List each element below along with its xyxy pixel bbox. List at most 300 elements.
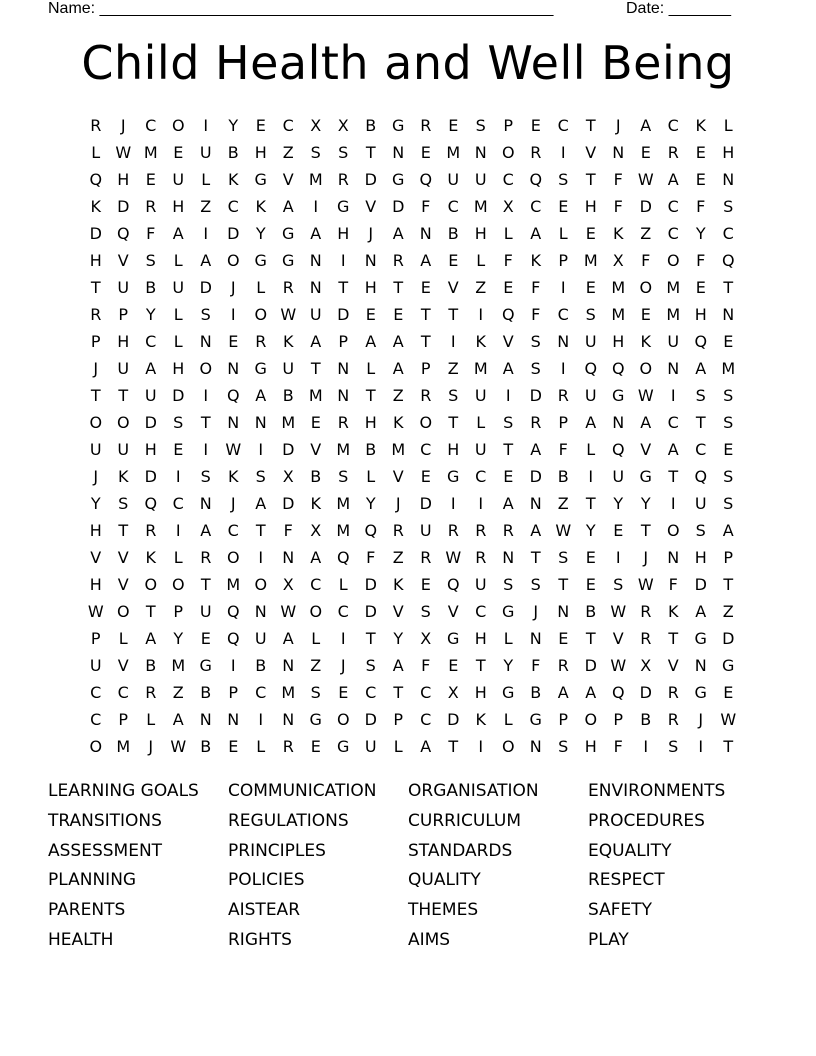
grid-letter[interactable]: N (722, 170, 735, 189)
grid-letter[interactable]: M (308, 386, 323, 405)
grid-letter[interactable]: T (558, 575, 569, 594)
grid-letter[interactable]: E (310, 413, 321, 432)
grid-letter[interactable]: U (117, 278, 130, 297)
grid-letter[interactable]: H (722, 143, 735, 162)
grid-letter[interactable]: P (173, 602, 184, 621)
grid-letter[interactable]: R (337, 413, 349, 432)
grid-letter[interactable]: T (200, 575, 211, 594)
grid-letter[interactable]: R (502, 521, 514, 540)
grid-letter[interactable]: Z (200, 197, 212, 216)
grid-letter[interactable]: H (474, 224, 487, 243)
grid-letter[interactable]: O (171, 575, 185, 594)
grid-letter[interactable]: M (473, 197, 488, 216)
grid-letter[interactable]: V (117, 575, 129, 594)
grid-letter[interactable]: Q (529, 170, 543, 189)
grid-letter[interactable]: V (667, 656, 679, 675)
grid-letter[interactable]: N (199, 710, 212, 729)
grid-letter[interactable]: C (420, 683, 432, 702)
grid-letter[interactable]: N (557, 332, 570, 351)
grid-letter[interactable]: J (120, 116, 126, 135)
grid-letter[interactable]: O (144, 575, 158, 594)
grid-letter[interactable]: F (421, 197, 431, 216)
grid-letter[interactable]: A (392, 359, 404, 378)
grid-letter[interactable]: H (254, 143, 267, 162)
grid-letter[interactable]: P (503, 116, 514, 135)
grid-letter[interactable]: I (670, 386, 676, 405)
grid-letter[interactable]: F (696, 251, 706, 270)
grid-letter[interactable]: R (475, 521, 487, 540)
grid-letter[interactable]: J (340, 656, 346, 675)
grid-letter[interactable]: S (695, 386, 706, 405)
grid-letter[interactable]: J (93, 359, 99, 378)
grid-letter[interactable]: A (172, 710, 184, 729)
grid-letter[interactable]: D (144, 413, 157, 432)
grid-letter[interactable]: T (530, 548, 541, 567)
grid-letter[interactable]: T (448, 737, 459, 756)
grid-letter[interactable]: V (392, 602, 404, 621)
grid-letter[interactable]: A (557, 683, 569, 702)
grid-letter[interactable]: R (145, 521, 157, 540)
grid-letter[interactable]: K (255, 197, 266, 216)
grid-letter[interactable]: P (338, 332, 349, 351)
grid-letter[interactable]: V (447, 278, 459, 297)
grid-letter[interactable]: T (640, 521, 651, 540)
grid-letter[interactable]: M (226, 575, 241, 594)
grid-letter[interactable]: T (585, 629, 596, 648)
grid-letter[interactable]: Q (611, 683, 625, 702)
grid-letter[interactable]: O (199, 359, 213, 378)
grid-letter[interactable]: B (530, 683, 542, 702)
grid-letter[interactable]: M (308, 170, 323, 189)
grid-letter[interactable]: I (698, 737, 704, 756)
grid-letter[interactable]: N (254, 413, 267, 432)
grid-letter[interactable]: M (721, 359, 736, 378)
grid-letter[interactable]: S (723, 413, 734, 432)
grid-letter[interactable]: L (503, 710, 513, 729)
grid-letter[interactable]: A (310, 332, 322, 351)
grid-letter[interactable]: T (365, 143, 376, 162)
grid-letter[interactable]: S (723, 494, 734, 513)
grid-letter[interactable]: T (90, 386, 101, 405)
grid-letter[interactable]: C (282, 116, 294, 135)
grid-letter[interactable]: K (118, 467, 129, 486)
grid-letter[interactable]: S (503, 413, 514, 432)
grid-letter[interactable]: U (364, 737, 377, 756)
grid-letter[interactable]: A (695, 602, 707, 621)
grid-letter[interactable]: D (144, 467, 157, 486)
grid-letter[interactable]: Q (226, 629, 240, 648)
grid-letter[interactable]: S (723, 467, 734, 486)
grid-letter[interactable]: L (338, 575, 348, 594)
grid-letter[interactable]: P (558, 710, 569, 729)
grid-letter[interactable]: U (309, 305, 322, 324)
grid-letter[interactable]: S (695, 521, 706, 540)
grid-letter[interactable]: C (145, 116, 157, 135)
grid-letter[interactable]: H (474, 629, 487, 648)
grid-letter[interactable]: H (117, 170, 130, 189)
grid-letter[interactable]: H (172, 197, 185, 216)
grid-letter[interactable]: C (475, 467, 487, 486)
grid-letter[interactable]: U (89, 656, 102, 675)
grid-letter[interactable]: O (501, 143, 515, 162)
grid-letter[interactable]: T (668, 629, 679, 648)
grid-letter[interactable]: R (667, 143, 679, 162)
grid-letter[interactable]: A (145, 629, 157, 648)
grid-letter[interactable]: N (309, 278, 322, 297)
grid-letter[interactable]: U (254, 629, 267, 648)
grid-letter[interactable]: R (145, 197, 157, 216)
grid-letter[interactable]: M (611, 305, 626, 324)
grid-letter[interactable]: A (392, 224, 404, 243)
grid-letter[interactable]: U (172, 278, 185, 297)
grid-letter[interactable]: N (502, 548, 515, 567)
grid-letter[interactable]: A (365, 332, 377, 351)
grid-letter[interactable]: A (282, 197, 294, 216)
grid-letter[interactable]: Q (694, 467, 708, 486)
grid-letter[interactable]: D (282, 440, 295, 459)
grid-letter[interactable]: N (529, 629, 542, 648)
grid-letter[interactable]: L (366, 467, 376, 486)
grid-letter[interactable]: K (475, 710, 486, 729)
grid-letter[interactable]: F (146, 224, 156, 243)
grid-letter[interactable]: N (667, 548, 680, 567)
grid-letter[interactable]: P (723, 548, 734, 567)
grid-letter[interactable]: I (340, 251, 346, 270)
grid-letter[interactable]: Q (364, 521, 378, 540)
grid-letter[interactable]: H (117, 332, 130, 351)
grid-letter[interactable]: T (695, 413, 706, 432)
grid-letter[interactable]: V (392, 467, 404, 486)
grid-letter[interactable]: C (172, 494, 184, 513)
grid-letter[interactable]: D (529, 386, 542, 405)
grid-letter[interactable]: W (555, 521, 572, 540)
grid-letter[interactable]: B (282, 386, 294, 405)
grid-letter[interactable]: O (309, 602, 323, 621)
grid-letter[interactable]: C (502, 170, 514, 189)
grid-letter[interactable]: S (530, 575, 541, 594)
grid-letter[interactable]: E (503, 467, 514, 486)
grid-letter[interactable]: O (584, 710, 598, 729)
grid-letter[interactable]: E (530, 116, 541, 135)
grid-letter[interactable]: G (639, 467, 652, 486)
grid-letter[interactable]: P (118, 710, 129, 729)
grid-letter[interactable]: U (474, 170, 487, 189)
grid-letter[interactable]: S (723, 197, 734, 216)
grid-letter[interactable]: T (448, 413, 459, 432)
grid-letter[interactable]: R (420, 116, 432, 135)
grid-letter[interactable]: M (116, 737, 131, 756)
grid-letter[interactable]: D (364, 710, 377, 729)
grid-letter[interactable]: M (611, 278, 626, 297)
grid-letter[interactable]: A (530, 440, 542, 459)
grid-letter[interactable]: Q (446, 575, 460, 594)
grid-letter[interactable]: F (696, 197, 706, 216)
grid-letter[interactable]: I (258, 710, 264, 729)
grid-letter[interactable]: A (282, 629, 294, 648)
grid-letter[interactable]: R (392, 521, 404, 540)
grid-letter[interactable]: R (667, 710, 679, 729)
grid-letter[interactable]: C (722, 224, 734, 243)
grid-letter[interactable]: L (586, 440, 596, 459)
grid-letter[interactable]: A (667, 440, 679, 459)
grid-letter[interactable]: T (475, 656, 486, 675)
grid-letter[interactable]: D (694, 575, 707, 594)
grid-letter[interactable]: E (723, 683, 734, 702)
grid-letter[interactable]: T (723, 575, 734, 594)
grid-letter[interactable]: L (723, 116, 733, 135)
grid-letter[interactable]: L (476, 413, 486, 432)
grid-letter[interactable]: W (170, 737, 187, 756)
grid-letter[interactable]: V (117, 251, 129, 270)
grid-letter[interactable]: Y (365, 494, 376, 513)
grid-letter[interactable]: L (146, 710, 156, 729)
grid-letter[interactable]: Y (640, 494, 651, 513)
grid-letter[interactable]: J (93, 467, 99, 486)
grid-letter[interactable]: U (474, 440, 487, 459)
grid-letter[interactable]: N (612, 413, 625, 432)
grid-letter[interactable]: M (143, 143, 158, 162)
grid-letter[interactable]: K (530, 251, 541, 270)
grid-letter[interactable]: Z (310, 656, 322, 675)
grid-letter[interactable]: S (173, 413, 184, 432)
grid-letter[interactable]: E (640, 143, 651, 162)
grid-letter[interactable]: A (667, 170, 679, 189)
grid-letter[interactable]: Y (145, 305, 156, 324)
grid-letter[interactable]: F (503, 251, 513, 270)
grid-letter[interactable]: I (615, 548, 621, 567)
grid-letter[interactable]: O (254, 305, 268, 324)
grid-letter[interactable]: Z (447, 359, 459, 378)
grid-letter[interactable]: E (228, 332, 239, 351)
grid-letter[interactable]: A (530, 521, 542, 540)
grid-letter[interactable]: I (450, 494, 456, 513)
grid-letter[interactable]: T (145, 602, 156, 621)
grid-letter[interactable]: F (531, 656, 541, 675)
grid-letter[interactable]: E (310, 737, 321, 756)
grid-letter[interactable]: N (254, 602, 267, 621)
grid-letter[interactable]: B (310, 467, 322, 486)
grid-letter[interactable]: L (173, 251, 183, 270)
grid-letter[interactable]: Q (336, 548, 350, 567)
grid-letter[interactable]: E (393, 305, 404, 324)
grid-letter[interactable]: T (118, 521, 129, 540)
grid-letter[interactable]: U (89, 440, 102, 459)
grid-letter[interactable]: H (89, 251, 102, 270)
grid-letter[interactable]: V (117, 548, 129, 567)
grid-letter[interactable]: T (585, 170, 596, 189)
grid-letter[interactable]: D (227, 224, 240, 243)
grid-letter[interactable]: J (230, 278, 236, 297)
grid-letter[interactable]: B (227, 143, 239, 162)
grid-letter[interactable]: Y (228, 116, 239, 135)
grid-letter[interactable]: L (201, 170, 211, 189)
grid-letter[interactable]: S (145, 251, 156, 270)
grid-letter[interactable]: N (392, 143, 405, 162)
grid-letter[interactable]: F (668, 575, 678, 594)
grid-letter[interactable]: U (447, 170, 460, 189)
grid-letter[interactable]: Y (613, 494, 624, 513)
grid-letter[interactable]: K (310, 494, 321, 513)
grid-letter[interactable]: W (445, 548, 462, 567)
grid-letter[interactable]: Q (501, 305, 515, 324)
grid-letter[interactable]: I (478, 737, 484, 756)
grid-letter[interactable]: T (365, 386, 376, 405)
grid-letter[interactable]: M (391, 440, 406, 459)
grid-letter[interactable]: I (203, 224, 209, 243)
grid-letter[interactable]: N (337, 386, 350, 405)
grid-letter[interactable]: E (695, 278, 706, 297)
grid-letter[interactable]: T (723, 737, 734, 756)
grid-letter[interactable]: E (420, 278, 431, 297)
grid-letter[interactable]: W (637, 575, 654, 594)
grid-letter[interactable]: F (531, 278, 541, 297)
grid-letter[interactable]: D (529, 467, 542, 486)
grid-letter[interactable]: V (612, 629, 624, 648)
grid-letter[interactable]: A (392, 656, 404, 675)
grid-letter[interactable]: O (639, 278, 653, 297)
grid-letter[interactable]: S (448, 386, 459, 405)
grid-letter[interactable]: A (585, 683, 597, 702)
grid-letter[interactable]: G (282, 251, 295, 270)
grid-letter[interactable]: S (613, 575, 624, 594)
grid-letter[interactable]: L (256, 278, 266, 297)
grid-letter[interactable]: P (90, 629, 101, 648)
grid-letter[interactable]: E (228, 737, 239, 756)
grid-letter[interactable]: Z (640, 224, 652, 243)
grid-letter[interactable]: J (395, 494, 401, 513)
grid-letter[interactable]: V (282, 170, 294, 189)
grid-letter[interactable]: I (560, 359, 566, 378)
grid-letter[interactable]: X (640, 656, 652, 675)
grid-letter[interactable]: J (643, 548, 649, 567)
grid-letter[interactable]: D (89, 224, 102, 243)
grid-letter[interactable]: X (337, 116, 349, 135)
grid-letter[interactable]: G (694, 629, 707, 648)
grid-letter[interactable]: K (145, 548, 156, 567)
grid-letter[interactable]: U (694, 494, 707, 513)
grid-letter[interactable]: R (557, 386, 569, 405)
grid-letter[interactable]: U (584, 332, 597, 351)
grid-letter[interactable]: E (585, 278, 596, 297)
grid-letter[interactable]: F (613, 170, 623, 189)
grid-letter[interactable]: T (255, 521, 266, 540)
grid-letter[interactable]: T (668, 467, 679, 486)
grid-letter[interactable]: S (668, 737, 679, 756)
grid-letter[interactable]: I (203, 440, 209, 459)
grid-letter[interactable]: E (145, 170, 156, 189)
grid-letter[interactable]: H (337, 224, 350, 243)
grid-letter[interactable]: E (200, 629, 211, 648)
grid-letter[interactable]: G (392, 170, 405, 189)
grid-letter[interactable]: K (228, 170, 239, 189)
grid-letter[interactable]: C (667, 116, 679, 135)
grid-letter[interactable]: G (254, 170, 267, 189)
grid-letter[interactable]: M (336, 494, 351, 513)
grid-letter[interactable]: S (585, 305, 596, 324)
grid-letter[interactable]: Y (90, 494, 101, 513)
grid-letter[interactable]: S (310, 143, 321, 162)
grid-letter[interactable]: U (172, 170, 185, 189)
grid-letter[interactable]: C (227, 197, 239, 216)
grid-letter[interactable]: S (558, 737, 569, 756)
grid-letter[interactable]: T (503, 440, 514, 459)
grid-letter[interactable]: S (310, 683, 321, 702)
grid-letter[interactable]: V (310, 440, 322, 459)
grid-letter[interactable]: S (723, 386, 734, 405)
grid-letter[interactable]: P (228, 683, 239, 702)
grid-letter[interactable]: H (364, 278, 377, 297)
grid-letter[interactable]: F (283, 521, 293, 540)
grid-letter[interactable]: K (393, 413, 404, 432)
grid-letter[interactable]: L (173, 548, 183, 567)
grid-letter[interactable]: J (615, 116, 621, 135)
grid-letter[interactable]: D (199, 278, 212, 297)
grid-letter[interactable]: T (118, 386, 129, 405)
grid-letter[interactable]: P (118, 305, 129, 324)
grid-letter[interactable]: R (282, 278, 294, 297)
grid-letter[interactable]: A (420, 251, 432, 270)
grid-letter[interactable]: N (694, 656, 707, 675)
grid-letter[interactable]: M (171, 656, 186, 675)
grid-letter[interactable]: A (585, 413, 597, 432)
grid-letter[interactable]: P (420, 359, 431, 378)
grid-letter[interactable]: I (560, 143, 566, 162)
grid-letter[interactable]: E (255, 116, 266, 135)
grid-letter[interactable]: Q (694, 332, 708, 351)
grid-letter[interactable]: A (502, 359, 514, 378)
grid-letter[interactable]: N (309, 251, 322, 270)
grid-letter[interactable]: C (227, 521, 239, 540)
grid-letter[interactable]: I (505, 386, 511, 405)
grid-letter[interactable]: G (447, 467, 460, 486)
grid-letter[interactable]: T (90, 278, 101, 297)
grid-letter[interactable]: D (722, 629, 735, 648)
grid-letter[interactable]: C (365, 683, 377, 702)
grid-letter[interactable]: G (309, 710, 322, 729)
grid-letter[interactable]: N (529, 737, 542, 756)
grid-letter[interactable]: P (613, 710, 624, 729)
grid-letter[interactable]: Q (419, 170, 433, 189)
grid-letter[interactable]: Y (503, 656, 514, 675)
grid-letter[interactable]: R (392, 251, 404, 270)
grid-letter[interactable]: R (255, 332, 267, 351)
grid-letter[interactable]: S (200, 305, 211, 324)
grid-letter[interactable]: O (226, 548, 240, 567)
grid-letter[interactable]: N (529, 494, 542, 513)
grid-letter[interactable]: Q (226, 386, 240, 405)
grid-letter[interactable]: E (723, 440, 734, 459)
grid-letter[interactable]: X (310, 116, 322, 135)
grid-letter[interactable]: E (585, 575, 596, 594)
grid-letter[interactable]: I (230, 656, 236, 675)
grid-letter[interactable]: G (502, 602, 515, 621)
grid-letter[interactable]: A (200, 521, 212, 540)
grid-letter[interactable]: V (117, 656, 129, 675)
grid-letter[interactable]: U (199, 602, 212, 621)
grid-letter[interactable]: H (694, 548, 707, 567)
grid-letter[interactable]: S (530, 359, 541, 378)
grid-letter[interactable]: O (89, 413, 103, 432)
date-field[interactable]: Date: _______ (626, 0, 731, 17)
grid-letter[interactable]: N (722, 305, 735, 324)
grid-letter[interactable]: W (115, 143, 132, 162)
grid-letter[interactable]: X (502, 197, 514, 216)
grid-letter[interactable]: U (144, 386, 157, 405)
grid-letter[interactable]: A (310, 548, 322, 567)
grid-letter[interactable]: T (723, 278, 734, 297)
grid-letter[interactable]: A (695, 359, 707, 378)
grid-letter[interactable]: H (584, 737, 597, 756)
